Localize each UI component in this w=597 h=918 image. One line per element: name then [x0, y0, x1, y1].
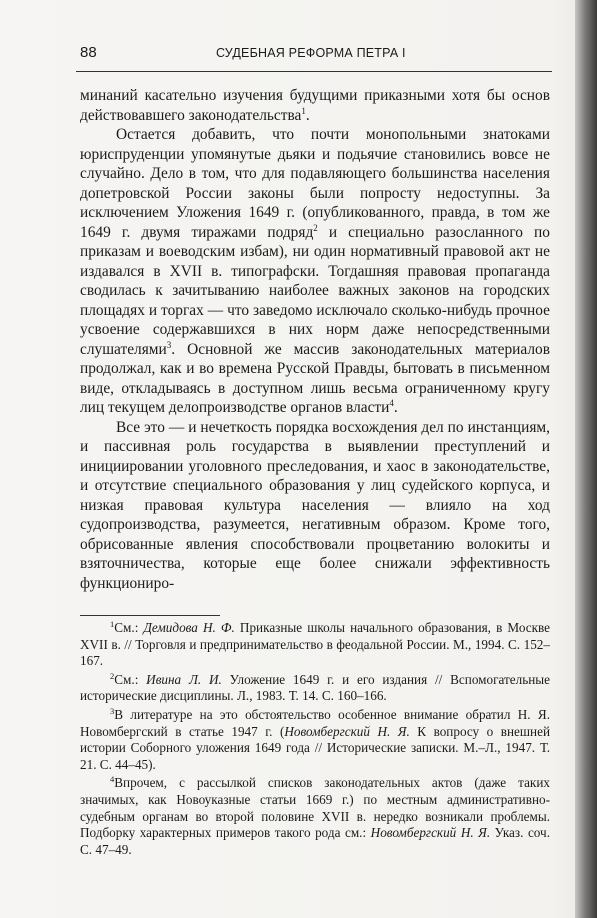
- footnote-ref-3: 3: [166, 339, 172, 350]
- page-header: [76, 44, 552, 66]
- paragraph-3: Все это — и нечеткость порядка восхождения дел по инстанциям, и пассивная роль государства в выявлении преступлений и инициировании уголовного преследования, и хаос в законодательстве, и отсутствие специального образования у лиц судейского корпуса, и низкая правовая культура населения — влияло на ход судопроизводства, разумеется, негативным образом. Кроме того, обрисованные явления способствовали процветанию волокиты и взяточничества, которые еще более снижали эффективность функциониро-: [80, 418, 550, 592]
- book-spine-shadow: [575, 0, 597, 918]
- footnote-2: $^2$См.: Ивина Л. И. Уложение 1649 г. и его издания // Вспомогательные исторические дисциплины. Л., 1983. Т. 14. С. 160–166.: [80, 670, 550, 704]
- footnote-3: $^3$В литературе на это обстоятельство особенное внимание обратил Н. Я. Новомбергский в статье 1947 г. (Новомбергский Н. Я. К вопросу о внешней истории Соборного уложения 1649 года // Исторические записки. М.–Л., 1947. Т. 21. С. 44–45).: [80, 705, 550, 772]
- header-rule: [76, 71, 552, 72]
- footnote-ref-1: 1: [301, 105, 306, 116]
- footnote-author: Новомбергский Н. Я.: [284, 723, 410, 739]
- footnote-author: Ивина Л. И.: [146, 671, 222, 687]
- footnotes: [80, 620, 550, 860]
- footnote-4: $^4$Впрочем, с рассылкой списков законодательных актов (даже таких значимых, как Новоуказные статьи 1669 г.) по местным административно-судебным органам во второй половине XVII в. нередко возникали проблемы. Подборку характерных примеров такого рода см.: Новомбергский Н. Я. Указ. соч. С. 47–49.: [80, 774, 551, 857]
- footnote-author: Демидова Н. Ф.: [143, 620, 235, 635]
- footnote-rule: [80, 615, 220, 616]
- page-number: 88: [80, 44, 97, 61]
- footnote-1: $^1$См.: Демидова Н. Ф. Приказные школы начального образования, в Москве XVII в. // Торговля и предпринимательство в феодальной России. М., 1994. С. 152–167.: [80, 619, 551, 669]
- footnote-author: Новомбергский Н. Я.: [370, 825, 491, 841]
- footnote-ref-4: 4: [389, 398, 394, 408]
- body-text: [80, 86, 550, 593]
- paragraph-2: Остается добавить, что почти монопольными знатоками юриспруденции упомянутые дьяки и подьячие становились вовсе не случайно. Дело в том, что для подавляющего большинства населения допетровской России законы были попросту недоступны. За исключением Уложения 1649 г. (опубликованного, правда, в том же 1649 г. двумя тиражами подряд$^2$ и специально разосланного по приказам и воеводским избам), ни один нормативный правовой акт не издавался в XVII в. типографски. Тогдашняя правовая пропаганда сводилась к зачитыванию наиболее важных законов на городских площадях и торгах — что заведомо исключало сколько-нибудь прочное усвоение содержавшихся в них норм даже непосредственными слушателями$^3$. Основной же массив законодательных материалов продолжал, как и во времена Русской Правды, бытовать в письменном виде, откладываясь в доступном лишь весьма ограниченному кругу лиц текущем делопроизводстве органов власти$^4$.: [80, 126, 550, 416]
- paragraph-1: минаний касательно изучения будущими приказными хотя бы основ действовавшего законодательства$^1$.: [80, 87, 550, 124]
- running-head: СУДЕБНАЯ РЕФОРМА ПЕТРА I: [216, 46, 406, 60]
- footnote-ref-2: 2: [313, 222, 318, 233]
